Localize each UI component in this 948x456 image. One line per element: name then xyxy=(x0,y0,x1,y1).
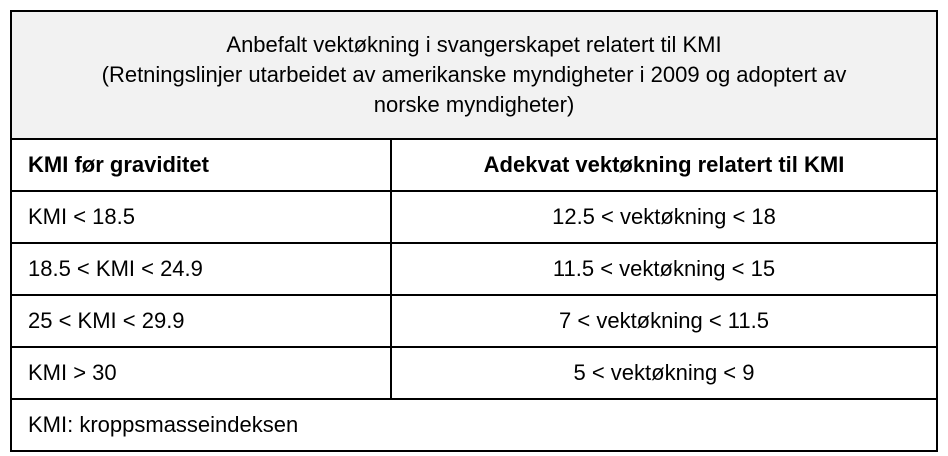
table-title xyxy=(11,11,937,139)
bmi-range-cell: KMI < 18.5 xyxy=(11,191,391,243)
header-bmi-before-pregnancy: KMI før graviditet xyxy=(11,139,391,191)
footnote-row xyxy=(11,399,937,451)
bmi-range-cell: 18.5 < KMI < 24.9 xyxy=(11,243,391,295)
table-row xyxy=(11,347,937,399)
weight-gain-cell: 12.5 < vektøkning < 18 xyxy=(391,191,937,243)
weight-gain-cell: 11.5 < vektøkning < 15 xyxy=(391,243,937,295)
weight-gain-table xyxy=(10,10,938,452)
table-footnote: KMI: kroppsmasseindeksen xyxy=(11,399,937,451)
table-row xyxy=(11,243,937,295)
title-row xyxy=(11,11,937,139)
bmi-range-cell: 25 < KMI < 29.9 xyxy=(11,295,391,347)
title-line-3: norske myndigheter) xyxy=(373,92,575,117)
table-row xyxy=(11,295,937,347)
bmi-range-cell: KMI > 30 xyxy=(11,347,391,399)
title-line-1: Anbefalt vektøkning i svangerskapet relatert til KMI xyxy=(226,32,722,57)
table-row xyxy=(11,191,937,243)
weight-gain-table-container xyxy=(10,10,936,446)
header-row xyxy=(11,139,937,191)
title-line-2: (Retningslinjer utarbeidet av amerikanske myndigheter i 2009 og adoptert av xyxy=(101,62,847,87)
weight-gain-cell: 7 < vektøkning < 11.5 xyxy=(391,295,937,347)
header-adequate-weight-gain: Adekvat vektøkning relatert til KMI xyxy=(391,139,937,191)
weight-gain-cell: 5 < vektøkning < 9 xyxy=(391,347,937,399)
